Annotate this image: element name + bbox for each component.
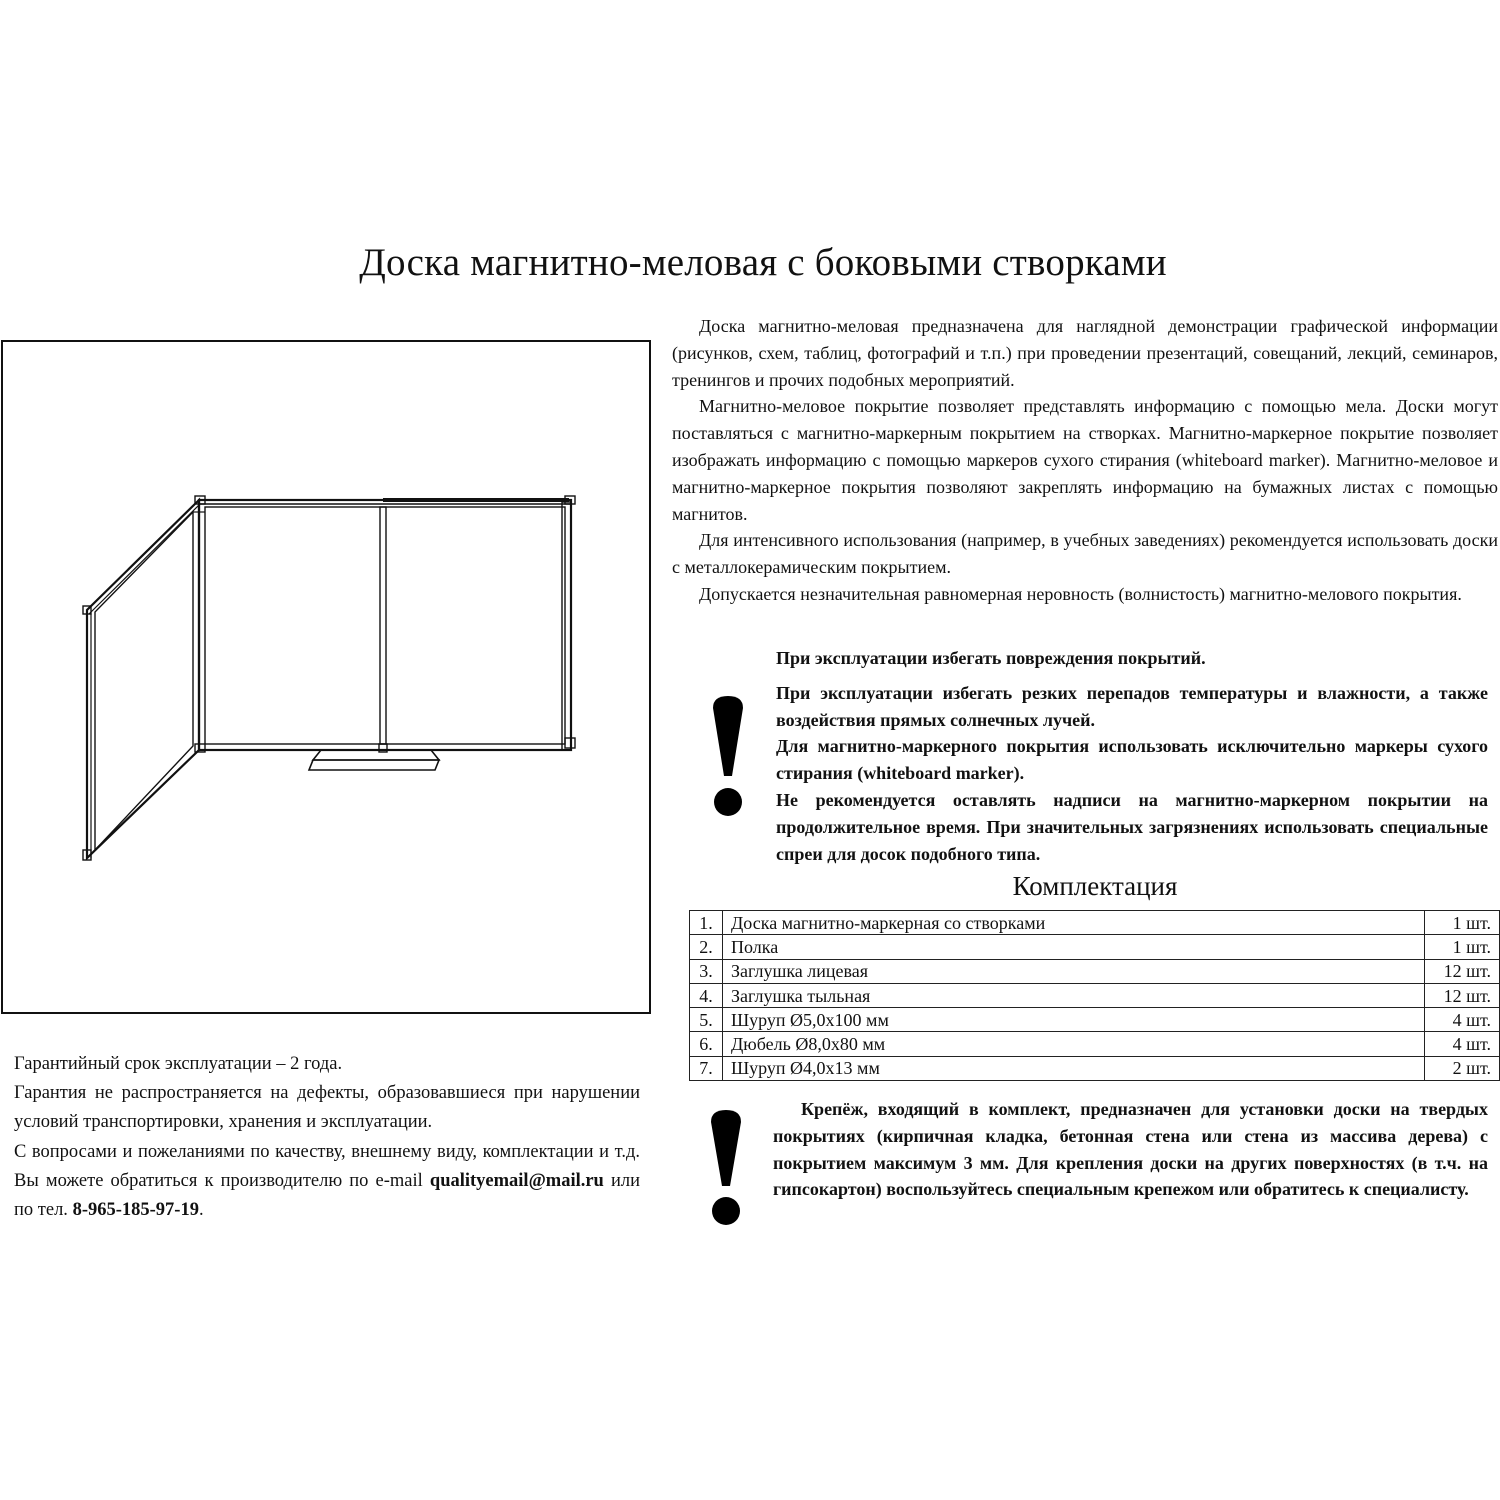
warranty-term: Гарантийный срок эксплуатации – 2 года. (14, 1054, 343, 1074)
item-name: Шуруп Ø4,0x13 мм (723, 1056, 1425, 1080)
page-title: Доска магнитно-меловая с боковыми створками (359, 241, 1167, 284)
item-name: Полка (723, 935, 1425, 959)
chalk-shelf (313, 750, 439, 760)
row-number: 3. (690, 959, 723, 983)
row-number: 2. (690, 935, 723, 959)
item-name: Шуруп Ø5,0x100 мм (723, 1008, 1425, 1032)
contact-text: или по тел. (14, 1170, 640, 1221)
table-row (690, 959, 1500, 983)
contact-email[interactable]: qualityemail@mail.ru (429, 1170, 604, 1191)
description-paragraph: Для интенсивного использования (например, в учебных заведениях) рекомендуется использовать доски с металлокерамическим покрытием. (672, 530, 1498, 578)
table-row (690, 983, 1500, 1007)
warranty-contact (14, 1138, 640, 1226)
warning-item: Для магнитно-маркерного покрытия использовать исключительно маркеры сухого стирания (whiteboard marker). (776, 736, 1488, 784)
table-row (690, 935, 1500, 959)
contact-phone[interactable]: 8-965-185-97-19 (72, 1200, 199, 1221)
item-quantity: 12 шт. (1425, 959, 1500, 983)
contact-text: . (198, 1200, 204, 1221)
row-number: 7. (690, 1056, 723, 1080)
table-row (690, 1008, 1500, 1032)
mounting-note-text: Крепёж, входящий в комплект, предназначен для установки доски на твердых покрытиях (кирпичная кладка, бетонная стена или стена из массива дерева) с покрытием максимум 3 мм. Для крепления доски на других поверхностях (в т.ч. на гипсокартон) воспользуйтесь специальным крепежом или обратитесь к специалисту. (773, 1099, 1488, 1200)
board-illustration-frame (1, 340, 651, 1014)
item-name: Заглушка лицевая (723, 959, 1425, 983)
main-board-frame (199, 500, 571, 750)
item-name: Дюбель Ø8,0x80 мм (723, 1032, 1425, 1056)
table-row (690, 911, 1500, 935)
row-number: 1. (690, 911, 723, 935)
table-row (690, 1032, 1500, 1056)
row-number: 4. (690, 983, 723, 1007)
item-quantity: 2 шт. (1425, 1056, 1500, 1080)
description-paragraph: Доска магнитно-меловая предназначена для наглядной демонстрации графической информации (рисунков, схем, таблиц, фотографий и т.п.) при проведении презентаций, совещаний, лекций, семинаров, тренингов и прочих подобных мероприятий. (672, 316, 1498, 390)
table-row (690, 1056, 1500, 1080)
board-divider (380, 507, 386, 744)
item-quantity: 1 шт. (1425, 935, 1500, 959)
board-illustration (3, 342, 653, 1016)
usage-warnings (776, 645, 1488, 867)
exclamation-icon (708, 694, 748, 818)
warning-item: При эксплуатации избегать повреждения покрытий. (776, 648, 1206, 668)
warning-item: При эксплуатации избегать резких перепадов температуры и влажности, а также воздействия прямых солнечных лучей. (776, 682, 1488, 730)
description-paragraph: Магнитно-меловое покрытие позволяет представлять информацию с помощью мела. Доски могут поставляться с магнитно-маркерным покрытием на створках. Магнитно-маркерное покрытие позволяет изображать информацию с помощью маркеров сухого стирания (whiteboard marker). Магнитно-меловое и магнитно-маркерное покрытия позволяют закреплять информацию на бумажных листах с помощью магнитов. (672, 396, 1498, 524)
item-name: Заглушка тыльная (723, 983, 1425, 1007)
item-name: Доска магнитно-маркерная со створками (723, 911, 1425, 935)
left-wing-frame (87, 500, 199, 858)
warning-item: Не рекомендуется оставлять надписи на магнитно-маркерном покрытии на продолжительное время. При значительных загрязнениях использовать специальные спреи для досок подобного типа. (776, 789, 1488, 864)
description-paragraph: Допускается незначительная равномерная неровность (волнистость) магнитно-мелового покрытия. (699, 583, 1462, 604)
warranty-section (14, 1050, 640, 1225)
mounting-note (773, 1096, 1488, 1203)
warranty-exclusion: Гарантия не распространяется на дефекты, образовавшиеся при нарушении условий транспортировки, хранения и эксплуатации. (14, 1083, 640, 1133)
item-quantity: 1 шт. (1425, 911, 1500, 935)
description (672, 313, 1498, 608)
item-quantity: 4 шт. (1425, 1008, 1500, 1032)
item-quantity: 4 шт. (1425, 1032, 1500, 1056)
contact-text: С вопросами и пожеланиями по качеству, внешнему виду, комплектации и т.д. Вы можете обратиться к производителю по e-mail (14, 1141, 640, 1191)
kit-title: Комплектация (1012, 871, 1178, 901)
row-number: 6. (690, 1032, 723, 1056)
exclamation-icon (706, 1108, 746, 1226)
item-quantity: 12 шт. (1425, 983, 1500, 1007)
row-number: 5. (690, 1008, 723, 1032)
kit-table (689, 910, 1500, 1081)
